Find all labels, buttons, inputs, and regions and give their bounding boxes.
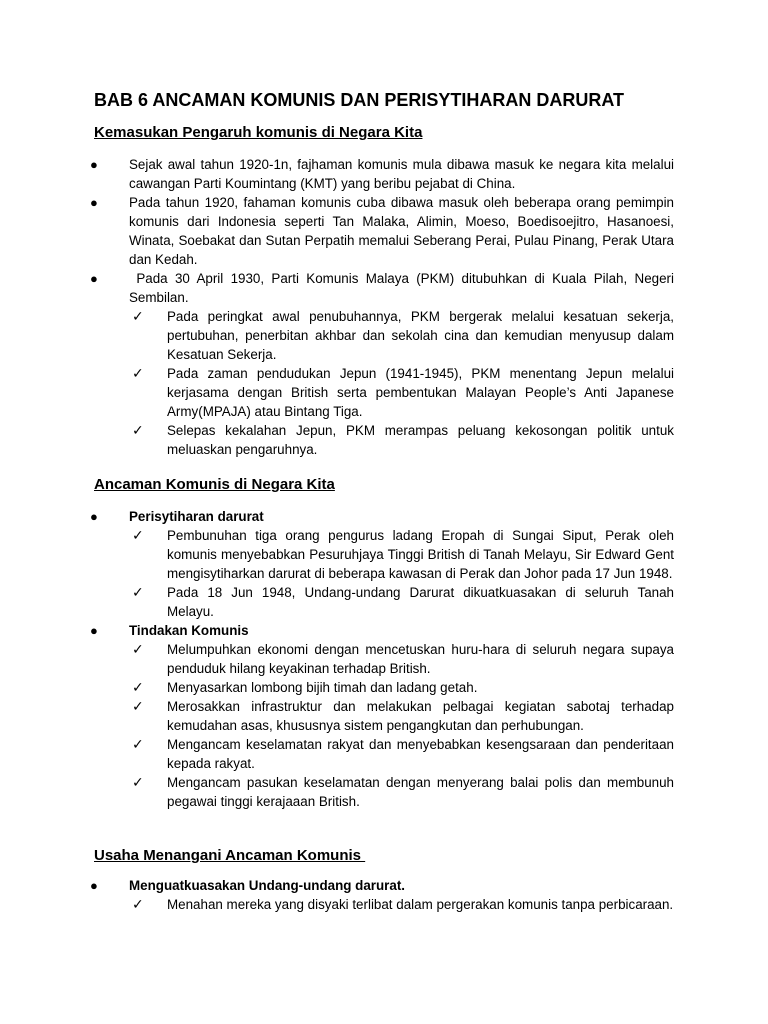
check-item bbox=[0, 364, 768, 421]
section-heading-usaha: Usaha Menangani Ancaman Komunis bbox=[94, 847, 366, 864]
check-text: Melumpuhkan ekonomi dengan mencetuskan huru-hara di seluruh negara supaya penduduk hilang keyakinan terhadap British. bbox=[167, 642, 674, 676]
bullet-item bbox=[0, 193, 768, 269]
check-text: Mengancam keselamatan rakyat dan menyebabkan kesengsaraan dan penderitaan kepada rakyat. bbox=[167, 737, 674, 771]
checkmark-icon: ✓ bbox=[132, 641, 144, 657]
check-item bbox=[0, 678, 768, 697]
bullet-dot-icon: ● bbox=[90, 623, 98, 638]
checkmark-icon: ✓ bbox=[132, 308, 144, 324]
section-heading-ancaman: Ancaman Komunis di Negara Kita bbox=[94, 476, 335, 493]
checkmark-icon: ✓ bbox=[132, 698, 144, 714]
bullet-item bbox=[0, 507, 768, 526]
bullet-text: Perisytiharan darurat bbox=[129, 509, 264, 524]
bullet-item bbox=[0, 269, 768, 307]
check-text: Merosakkan infrastruktur dan melakukan pelbagai kegiatan sabotaj terhadap kemudahan asas, khususnya sistem pengangkutan dan perhubungan. bbox=[167, 699, 674, 733]
check-text: Mengancam pasukan keselamatan dengan menyerang balai polis dan membunuh pegawai tinggi kerajaaan British. bbox=[167, 775, 674, 809]
check-text: Menyasarkan lombong bijih timah dan ladang getah. bbox=[167, 680, 478, 695]
checkmark-icon: ✓ bbox=[132, 365, 144, 381]
check-text: Pada 18 Jun 1948, Undang-undang Darurat dikuatkuasakan di seluruh Tanah Melayu. bbox=[167, 585, 674, 619]
section-body-ancaman bbox=[0, 507, 768, 811]
section-heading-kemasukan: Kemasukan Pengaruh komunis di Negara Kita bbox=[94, 124, 423, 141]
bullet-item bbox=[0, 621, 768, 640]
bullet-text: Menguatkuasakan Undang-undang darurat. bbox=[129, 878, 406, 893]
bullet-text: Sejak awal tahun 1920-1n, fajhaman komunis mula dibawa masuk ke negara kita melalui cawangan Parti Koumintang (KMT) yang beribu pejabat di China. bbox=[129, 157, 674, 191]
bullet-item bbox=[0, 876, 768, 895]
bullet-text: Pada tahun 1920, fahaman komunis cuba dibawa masuk oleh beberapa orang pemimpin komunis dari Indonesia seperti Tan Malaka, Alimin, Moeso, Boedisoejitro, Hasanoesi, Winata, Soebakat dan Sutan Perpatih memalui Seberang Perai, Pulau Pinang, Perak Utara dan Kedah. bbox=[129, 195, 674, 267]
checkmark-icon: ✓ bbox=[132, 584, 144, 600]
checkmark-icon: ✓ bbox=[132, 422, 144, 438]
bullet-dot-icon: ● bbox=[90, 195, 98, 210]
check-text: Selepas kekalahan Jepun, PKM merampas peluang kekosongan politik untuk meluaskan pengaruhnya. bbox=[167, 423, 674, 457]
check-item bbox=[0, 307, 768, 364]
check-item bbox=[0, 697, 768, 735]
bullet-dot-icon: ● bbox=[90, 271, 98, 286]
section-body-usaha bbox=[0, 876, 768, 914]
check-text: Pada peringkat awal penubuhannya, PKM bergerak melalui kesatuan sekerja, pertubuhan, penerbitan akhbar dan sekolah cina dan kemudian menyusup dalam Kesatuan Sekerja. bbox=[167, 309, 674, 362]
check-item bbox=[0, 773, 768, 811]
check-item bbox=[0, 583, 768, 621]
bullet-text: Tindakan Komunis bbox=[129, 623, 249, 638]
check-text: Pembunuhan tiga orang pengurus ladang Eropah di Sungai Siput, Perak oleh komunis menyebabkan Pesuruhjaya Tinggi British di Tanah Melayu, Sir Edward Gent mengisytiharkan darurat di beberapa kawasan di Perak dan Johor pada 17 Jun 1948. bbox=[167, 528, 674, 581]
check-text: Pada zaman pendudukan Jepun (1941-1945), PKM menentang Jepun melalui kerjasama dengan British serta pembentukan Malayan People’s Anti Japanese Army(MPAJA) atau Bintang Tiga. bbox=[167, 366, 674, 419]
bullet-dot-icon: ● bbox=[90, 878, 98, 893]
bullet-text: Pada 30 April 1930, Parti Komunis Malaya (PKM) ditubuhkan di Kuala Pilah, Negeri Sembilan. bbox=[129, 271, 678, 305]
section-body-kemasukan bbox=[0, 155, 768, 459]
checkmark-icon: ✓ bbox=[132, 736, 144, 752]
checkmark-icon: ✓ bbox=[132, 527, 144, 543]
check-item bbox=[0, 526, 768, 583]
bullet-item bbox=[0, 155, 768, 193]
bullet-dot-icon: ● bbox=[90, 157, 98, 172]
check-item bbox=[0, 895, 768, 914]
check-item bbox=[0, 735, 768, 773]
checkmark-icon: ✓ bbox=[132, 679, 144, 695]
check-text: Menahan mereka yang disyaki terlibat dalam pergerakan komunis tanpa perbicaraan. bbox=[167, 897, 674, 912]
checkmark-icon: ✓ bbox=[132, 896, 144, 912]
bullet-dot-icon: ● bbox=[90, 509, 98, 524]
check-item bbox=[0, 421, 768, 459]
page-title: BAB 6 ANCAMAN KOMUNIS DAN PERISYTIHARAN DARURAT bbox=[94, 90, 624, 110]
checkmark-icon: ✓ bbox=[132, 774, 144, 790]
check-item bbox=[0, 640, 768, 678]
